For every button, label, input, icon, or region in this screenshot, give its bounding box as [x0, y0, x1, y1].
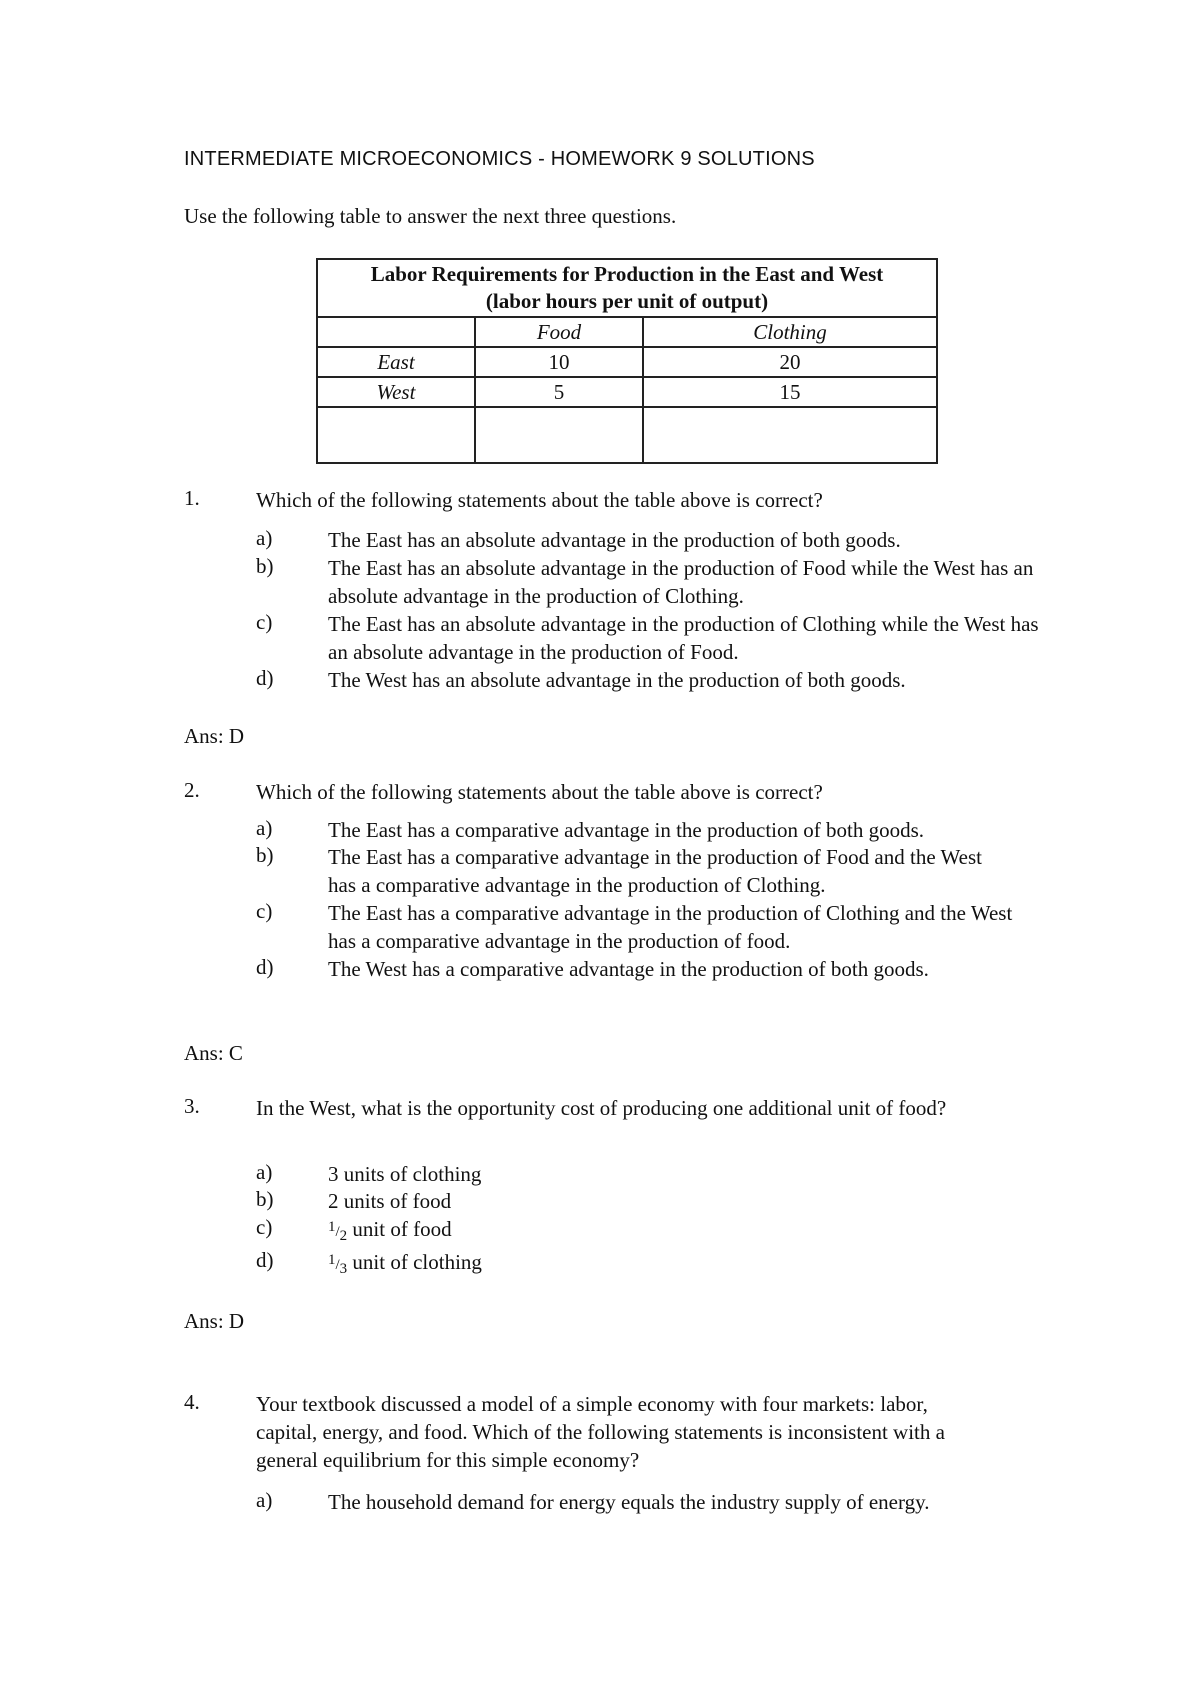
- q4-option-a-label: a): [256, 1488, 273, 1512]
- q3-option-d: [328, 1248, 1048, 1279]
- q2-option-d-label: d): [256, 955, 274, 979]
- intro-text: Use the following table to answer the next three questions.: [184, 204, 677, 228]
- q2-option-c-text: The East has a comparative advantage in the production of Clothing and the West has a comparative advantage in the production of food.: [328, 901, 1013, 953]
- q1-option-a-label: a): [256, 526, 273, 550]
- fraction-denominator: 3: [339, 1261, 348, 1277]
- q1-option-d-text: The West has an absolute advantage in the production of both goods.: [328, 668, 906, 692]
- q3-option-a-text: 3 units of clothing: [328, 1162, 482, 1186]
- q2-option-a-text: The East has a comparative advantage in the production of both goods.: [328, 818, 924, 842]
- q2-option-a-label: a): [256, 816, 273, 840]
- table-row: [317, 377, 937, 407]
- cell-west-food: 5: [475, 377, 643, 407]
- question-2-number: 2.: [184, 778, 200, 802]
- q1-option-d-label: d): [256, 666, 274, 690]
- table-header-clothing: Clothing: [643, 317, 937, 347]
- empty-cell: [643, 407, 937, 463]
- q3-option-b-text: 2 units of food: [328, 1189, 452, 1213]
- q1-answer: Ans: D: [184, 724, 245, 748]
- q1-option-a-text: The East has an absolute advantage in the production of both goods.: [328, 528, 901, 552]
- q1-option-c-text: The East has an absolute advantage in the production of Clothing while the West has an absolute advantage in the production of Food.: [328, 612, 1039, 664]
- labor-requirements-table: [316, 258, 938, 464]
- q3-option-c: [328, 1215, 1048, 1246]
- table-header-row: [317, 317, 937, 347]
- q1-option-c-label: c): [256, 610, 273, 634]
- q3-option-a-label: a): [256, 1160, 273, 1184]
- empty-cell: [475, 407, 643, 463]
- q4-option-a-text: The household demand for energy equals the industry supply of energy.: [328, 1490, 930, 1514]
- fraction-denominator: 2: [339, 1228, 348, 1244]
- q3-option-d-text: unit of clothing: [352, 1250, 482, 1274]
- row-label-west: West: [317, 377, 475, 407]
- q2-option-d-text: The West has a comparative advantage in the production of both goods.: [328, 957, 929, 981]
- question-2-text: Which of the following statements about the table above is correct?: [256, 780, 823, 804]
- table-caption-line2: (labor hours per unit of output): [485, 289, 769, 313]
- q2-option-b-label: b): [256, 843, 274, 867]
- fraction-numerator: 1: [328, 1252, 336, 1268]
- question-4-number: 4.: [184, 1390, 200, 1414]
- q3-option-c-text: unit of food: [352, 1217, 452, 1241]
- table-row-empty: [317, 407, 937, 463]
- question-4-text: Your textbook discussed a model of a simple economy with four markets: labor, capital, energy, and food. Which of the following statements is inconsistent with a general equilibrium for this simple economy?: [256, 1392, 945, 1472]
- q1-option-b-label: b): [256, 554, 274, 578]
- cell-west-clothing: 15: [643, 377, 937, 407]
- question-3-number: 3.: [184, 1094, 200, 1118]
- q2-answer: Ans: C: [184, 1041, 243, 1065]
- question-1-number: 1.: [184, 486, 200, 510]
- q3-option-b-label: b): [256, 1187, 274, 1211]
- q1-option-b-text: The East has an absolute advantage in the production of Food while the West has an absolute advantage in the production of Clothing.: [328, 556, 1034, 608]
- table-row: [317, 347, 937, 377]
- question-1-text: Which of the following statements about the table above is correct?: [256, 488, 823, 512]
- cell-east-clothing: 20: [643, 347, 937, 377]
- cell-east-food: 10: [475, 347, 643, 377]
- q2-option-c-label: c): [256, 899, 273, 923]
- row-label-east: East: [317, 347, 475, 377]
- question-3-text: In the West, what is the opportunity cost of producing one additional unit of food?: [256, 1096, 947, 1120]
- fraction-one-half: 1/2: [328, 1219, 348, 1244]
- table-caption-line1: Labor Requirements for Production in the East and West: [370, 262, 884, 286]
- q3-answer: Ans: D: [184, 1309, 245, 1333]
- table-header-food: Food: [475, 317, 643, 347]
- table-header-empty: [317, 317, 475, 347]
- fraction-numerator: 1: [328, 1219, 336, 1235]
- q3-option-c-label: c): [256, 1215, 273, 1239]
- q2-option-b-text: The East has a comparative advantage in the production of Food and the West has a comparative advantage in the production of Clothing.: [328, 845, 982, 897]
- empty-cell: [317, 407, 475, 463]
- document-title: INTERMEDIATE MICROECONOMICS - HOMEWORK 9 SOLUTIONS: [184, 148, 815, 170]
- fraction-one-third: 1/3: [328, 1252, 348, 1277]
- q3-option-d-label: d): [256, 1248, 274, 1272]
- table-caption: [317, 259, 937, 317]
